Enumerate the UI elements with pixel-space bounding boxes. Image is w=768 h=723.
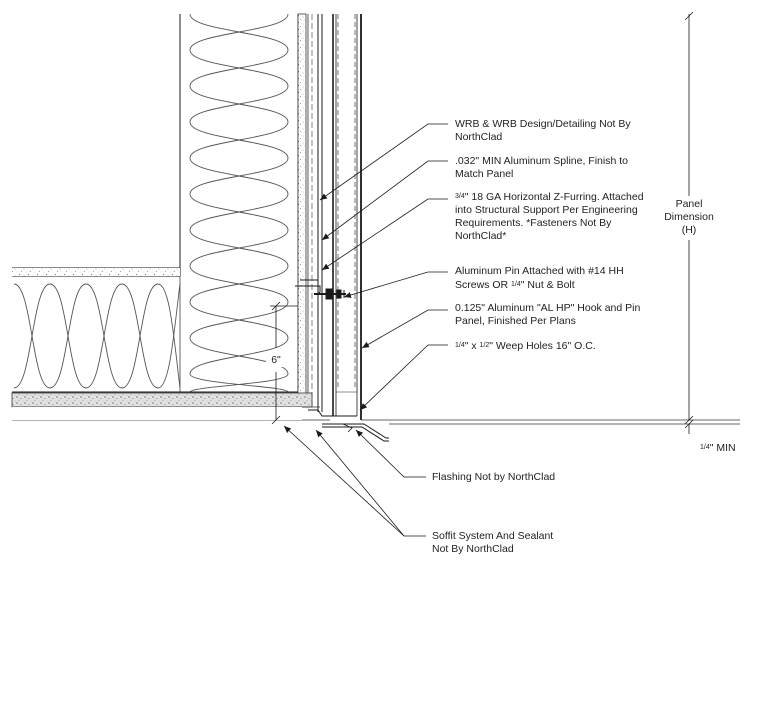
note-wrb-line-1: WRB & WRB Design/Detailing Not By [455, 118, 631, 130]
flashing [322, 424, 389, 441]
note-pin-line-2-pre: Screws OR [455, 279, 512, 291]
note-pin-line-2 [455, 278, 624, 292]
panel-dimension-line-2: Dimension [664, 211, 714, 223]
frac-weep-1: 1/4 [455, 342, 465, 349]
note-panel [455, 302, 640, 328]
panel-dimension-line-1: Panel [675, 198, 703, 210]
note-soffit [432, 530, 553, 556]
note-pin-line-2-post: " Nut & Bolt [520, 279, 575, 291]
note-flashing-line: Flashing Not by NorthClad [432, 471, 556, 483]
note-z-furring-line-2: into Structural Support Per Engineering [455, 204, 638, 216]
soffit-insulation [14, 284, 180, 388]
note-flashing [432, 471, 555, 484]
six-inch-text: 6" [271, 354, 281, 366]
note-spline-line-2: Match Panel [455, 168, 514, 180]
frac-min: 1/4 [700, 444, 710, 451]
frac-quarter: 1/4 [511, 281, 521, 288]
panel-dimension-label [652, 198, 726, 237]
min-dimension-label [700, 441, 736, 455]
note-weep-post: " Weep Holes 16" O.C. [489, 340, 596, 352]
frac-weep-2: 1/2 [479, 342, 490, 349]
sheathing [298, 14, 312, 406]
note-z-furring-line-4: NorthClad* [455, 230, 507, 242]
note-weep [455, 339, 596, 353]
panel-dimension-line-3: (H) [681, 224, 697, 236]
note-pin-line-1: Aluminum Pin Attached with #14 HH [455, 265, 624, 277]
note-spline-line-1: .032" MIN Aluminum Spline, Finish to [455, 155, 628, 167]
note-spline [455, 155, 628, 181]
note-panel-line-2: Panel, Finished Per Plans [455, 315, 576, 327]
wall-insulation [180, 14, 298, 392]
soffit-slab [12, 393, 330, 420]
note-soffit-line-2: Not By NorthClad [432, 543, 514, 555]
note-weep-mid: " x [464, 340, 480, 352]
note-z-furring-line-3: Requirements. *Fasteners Not By [455, 217, 612, 229]
leader-lines [284, 124, 448, 536]
pin-fastener [314, 289, 346, 299]
min-text: " MIN [709, 442, 736, 454]
note-pin [455, 265, 624, 292]
frac-three-quarter: 3/4 [455, 193, 465, 200]
note-panel-line-1: 0.125" Aluminum "AL HP" Hook and Pin [455, 302, 641, 314]
note-z-furring-line-1 [455, 190, 644, 204]
note-wrb [455, 118, 631, 144]
note-wrb-line-2: NorthClad [455, 131, 503, 143]
six-inch-dimension-label [266, 354, 286, 367]
aluminum-panel [333, 14, 361, 420]
note-z-furring-text-1: " 18 GA Horizontal Z-Furring. Attached [464, 191, 644, 203]
note-z-furring [455, 190, 644, 243]
note-soffit-line-1: Soffit System And Sealant [432, 530, 554, 542]
